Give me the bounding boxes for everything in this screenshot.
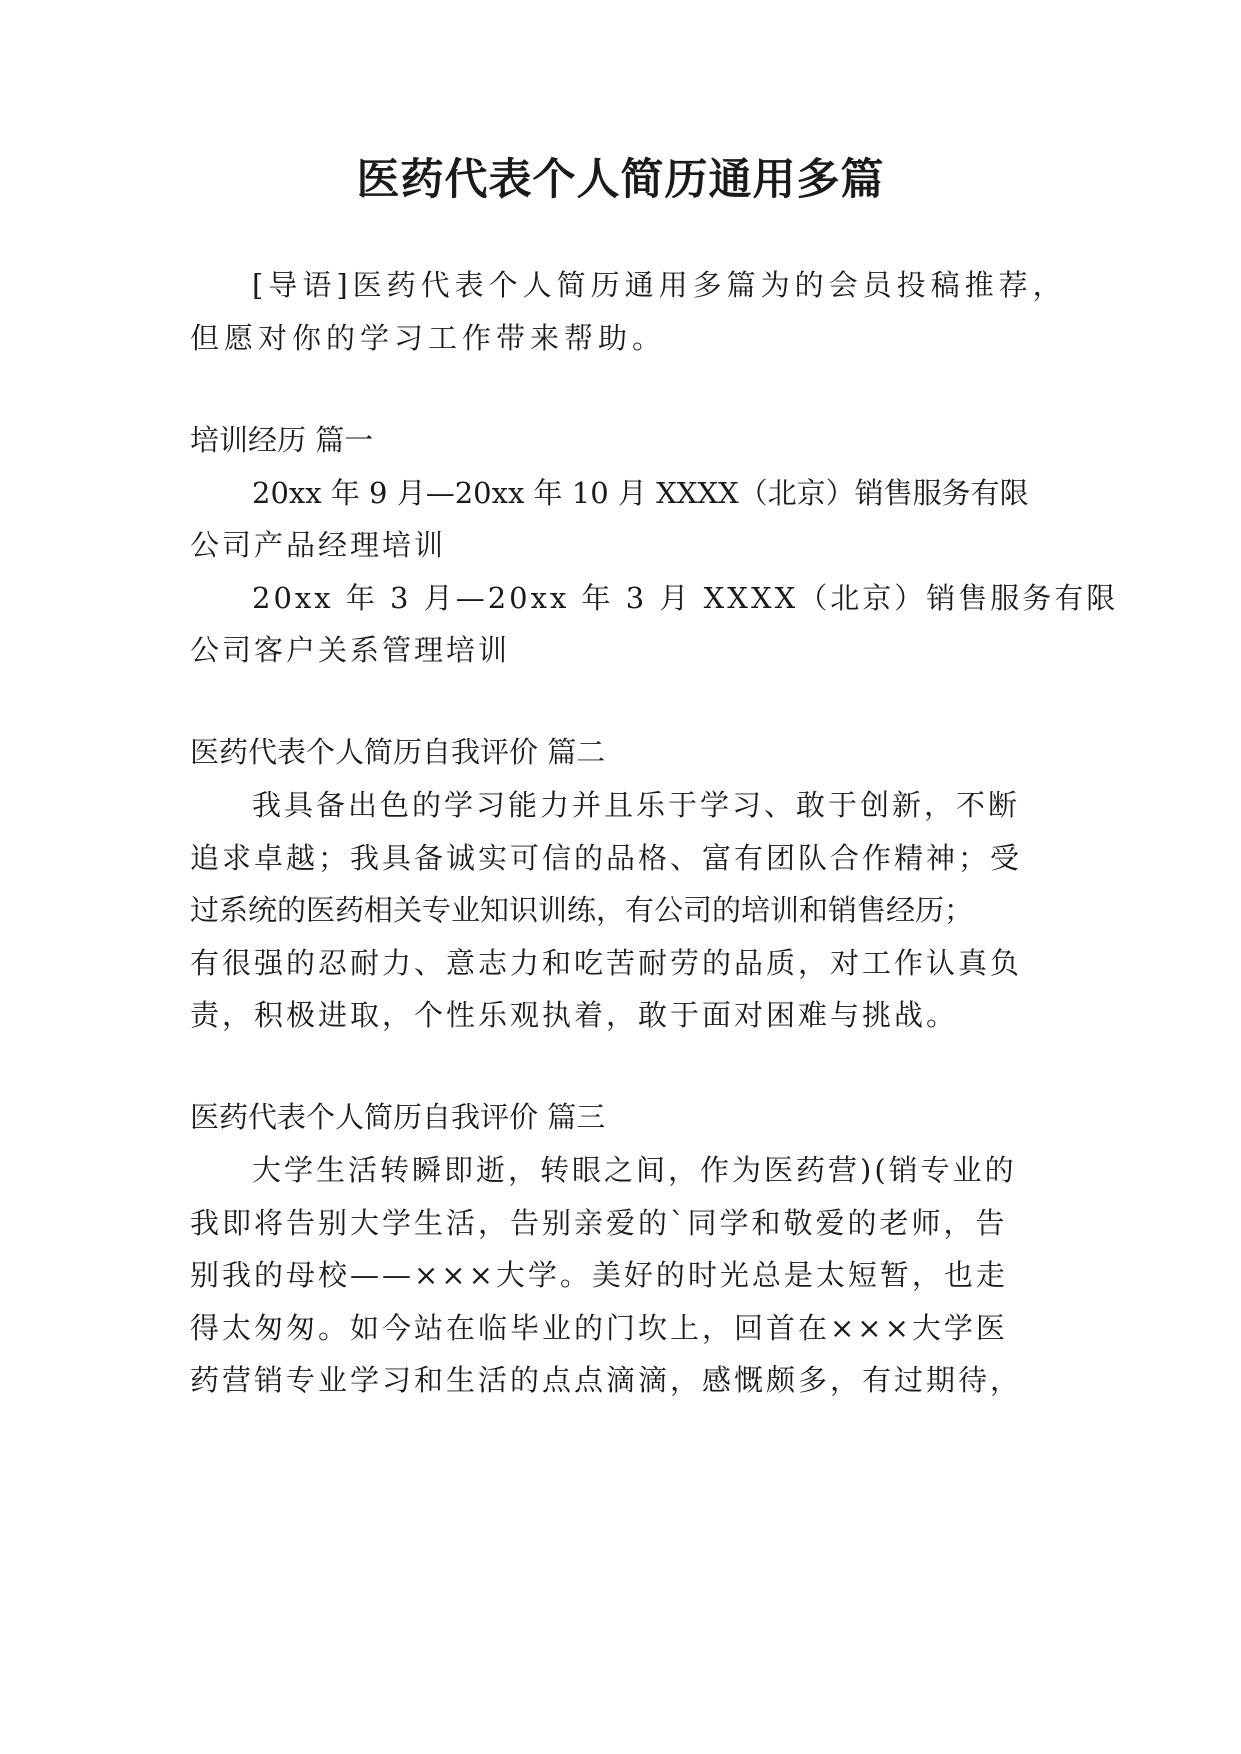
section-3-line-4: 得太匆匆。如今站在临毕业的门坎上，回首在×××大学医 (190, 1311, 1008, 1345)
section-3-line-5: 药营销专业学习和生活的点点滴滴，感慨颇多，有过期待， (190, 1363, 1023, 1397)
section-1-line-1: 20xx 年 9 月—20xx 年 10 月 XXXX（北京）销售服务有限 (252, 476, 1029, 510)
intro-line-2: 但愿对你的学习工作带来帮助。 (190, 321, 667, 355)
section-1-line-2: 公司产品经理培训 (190, 528, 447, 562)
document-title: 医药代表个人简历通用多篇 (356, 155, 885, 205)
section-2-heading: 医药代表个人简历自我评价 篇二 (190, 735, 606, 769)
section-3-heading: 医药代表个人简历自我评价 篇三 (190, 1100, 606, 1134)
section-2-line-2: 追求卓越；我具备诚实可信的品格、富有团队合作精神；受 (190, 841, 1023, 875)
section-2-line-1: 我具备出色的学习能力并且乐于学习、敢于创新，不断 (252, 788, 1021, 822)
section-3-line-3: 别我的母校——×××大学。美好的时光总是太短暂，也走 (190, 1258, 1008, 1292)
section-2-line-3: 过系统的医药相关专业知识训练，有公司的培训和销售经历； (190, 893, 974, 927)
section-1-heading: 培训经历 篇一 (190, 423, 374, 457)
section-2-line-4: 有很强的忍耐力、意志力和吃苦耐劳的品质，对工作认真负 (190, 946, 1023, 980)
section-2-line-5: 责，积极进取，个性乐观执着，敢于面对困难与挑战。 (190, 998, 959, 1032)
section-3-line-1: 大学生活转瞬即逝，转眼之间，作为医药营)(销专业的 (252, 1153, 1017, 1187)
section-1-line-4: 公司客户关系管理培训 (190, 633, 511, 667)
section-1-line-3: 20xx 年 3 月—20xx 年 3 月 XXXX（北京）销售服务有限 (252, 581, 1119, 615)
intro-line-1: [导语]医药代表个人简历通用多篇为的会员投稿推荐， (252, 268, 1067, 302)
section-3-line-2: 我即将告别大学生活，告别亲爱的`同学和敬爱的老师，告 (190, 1206, 1008, 1240)
